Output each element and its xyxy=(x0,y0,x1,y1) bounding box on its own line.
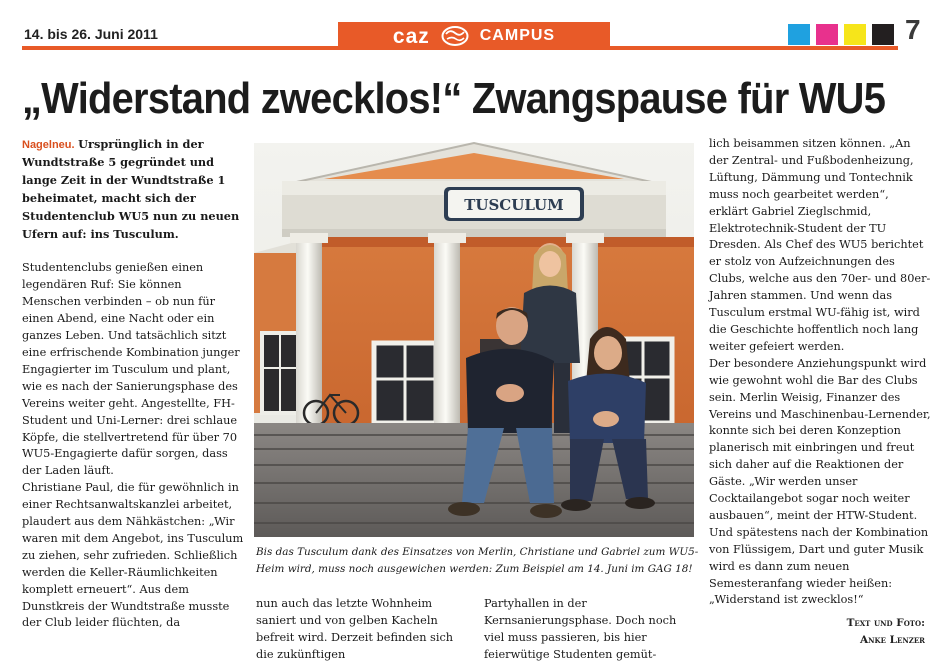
article-photo xyxy=(254,143,694,537)
swatch-black xyxy=(872,24,894,45)
body-paragraph: Partyhallen in der Kernsanierungsphase. Doch noch viel muss passieren, bis hier feierwütige Studenten gemüt- xyxy=(484,597,677,661)
credit-label: Text und Foto: xyxy=(846,617,925,629)
credit-name: Anke Lenzer xyxy=(860,633,925,646)
article-column-3 xyxy=(484,596,700,661)
body-paragraph: lich beisammen sitzen können. „An der Zentral- und Fußbodenheizung, Lüftung, Dämmung und Tontechnik muss noch gearbeitet werden“, erklärt Gabriel Zieglschmid, Elektrotechnik-Student der TU Dresden. Als Chef des WU5 berichtet er stolz von Aufzeichnungen des Clubs, welche aus den 70er- und 80er-Jahren stammen. Und wenn das Tusculum erstmal WU-fähig ist, wird die Geschichte hoffentlich noch lang weiter gefeiert werden. xyxy=(709,137,931,353)
section-banner xyxy=(338,22,610,50)
color-swatches xyxy=(788,24,894,45)
body-paragraph: Studentenclubs genießen einen legendären Ruf: Sie können Menschen verbinden – ob nun für einen Abend, eine Nacht oder ein ganzes Leben. Und tatsächlich sitzt eine erfrischende Kombination junger Engagierter im Tusculum und plant, wie es nach der Sanierungsphase des Vereins weiter geht. Angestellte, FH-Student und Uni-Lerner: drei schlaue Köpfe, die stellvertretend für über 70 WU5-Engagierte dafür sorgen, dass der Laden läuft. xyxy=(22,261,240,478)
article-headline: „Widerstand zwecklos!“ Zwangspause für WU5 xyxy=(22,74,886,123)
lead-text: Ursprünglich in der Wundtstraße 5 gegründet und lange Zeit in der Wundtstraße 1 beheimatet, macht sich der Studentenclub WU5 nun zu neuen Ufern auf: ins Tusculum. xyxy=(22,137,240,241)
paragraph-gap xyxy=(22,243,244,260)
swatch-magenta xyxy=(816,24,838,45)
photo-credit xyxy=(778,615,925,648)
tusculum-photo xyxy=(254,143,694,537)
body-paragraph: nun auch das letzte Wohnheim saniert und von gelben Kacheln befreit wird. Derzeit befinden sich die zukünftigen xyxy=(256,597,454,661)
body-paragraph: Christiane Paul, die für gewöhnlich in einer Rechtsanwaltskanzlei arbeitet, plaudert aus dem Nähkästchen: „Wir waren mit dem Angebot, ins Tusculum zu ziehen, sehr zufrieden. Schließlich werden die Keller-Räumlichkeiten komplett erneuert“. Aus dem Dunstkreis der Wundtstraße musste der Club leider flüchten, da xyxy=(22,481,244,630)
swatch-cyan xyxy=(788,24,810,45)
section-name: CAMPUS xyxy=(479,27,556,44)
section-brand: caz xyxy=(392,24,430,48)
body-paragraph: Der besondere Anziehungspunkt wird wie gewohnt wohl die Bar des Clubs sein. Merlin Weisig, Finanzer des Vereins und Maschinenbau-Lernender, konnte sich bei deren Konzeption planerisch mit einbringen und freut sich daher auf die Reaktionen der Gäste. „Wir werden unser Cocktailangebot sogar noch weiter ausbauen“, meint der HTW-Student. Und spätestens nach der Kombination von Flüssigem, Dart und guter Musik wird es dann zum neuen Semesteranfang wieder heißen: „Widerstand ist zwecklos!“ xyxy=(709,356,931,607)
article-column-1 xyxy=(22,136,244,632)
article-column-2 xyxy=(256,596,471,661)
lead-paragraph xyxy=(22,136,244,243)
tusculum-sign: TUSCULUM xyxy=(464,196,564,214)
issue-date: 14. bis 26. Juni 2011 xyxy=(24,26,158,42)
swatch-yellow xyxy=(844,24,866,45)
article-column-4 xyxy=(709,136,931,606)
page-number: 7 xyxy=(905,14,921,45)
kicker: Nagelneu. xyxy=(22,139,75,151)
photo-caption: Bis das Tusculum dank des Einsatzes von Merlin, Christiane und Gabriel zum WU5-Heim wird, muss noch ausgewichen werden: Zum Beispiel am 14. Juni im GAG 18! xyxy=(256,546,699,575)
caz-logo-icon xyxy=(440,24,470,48)
